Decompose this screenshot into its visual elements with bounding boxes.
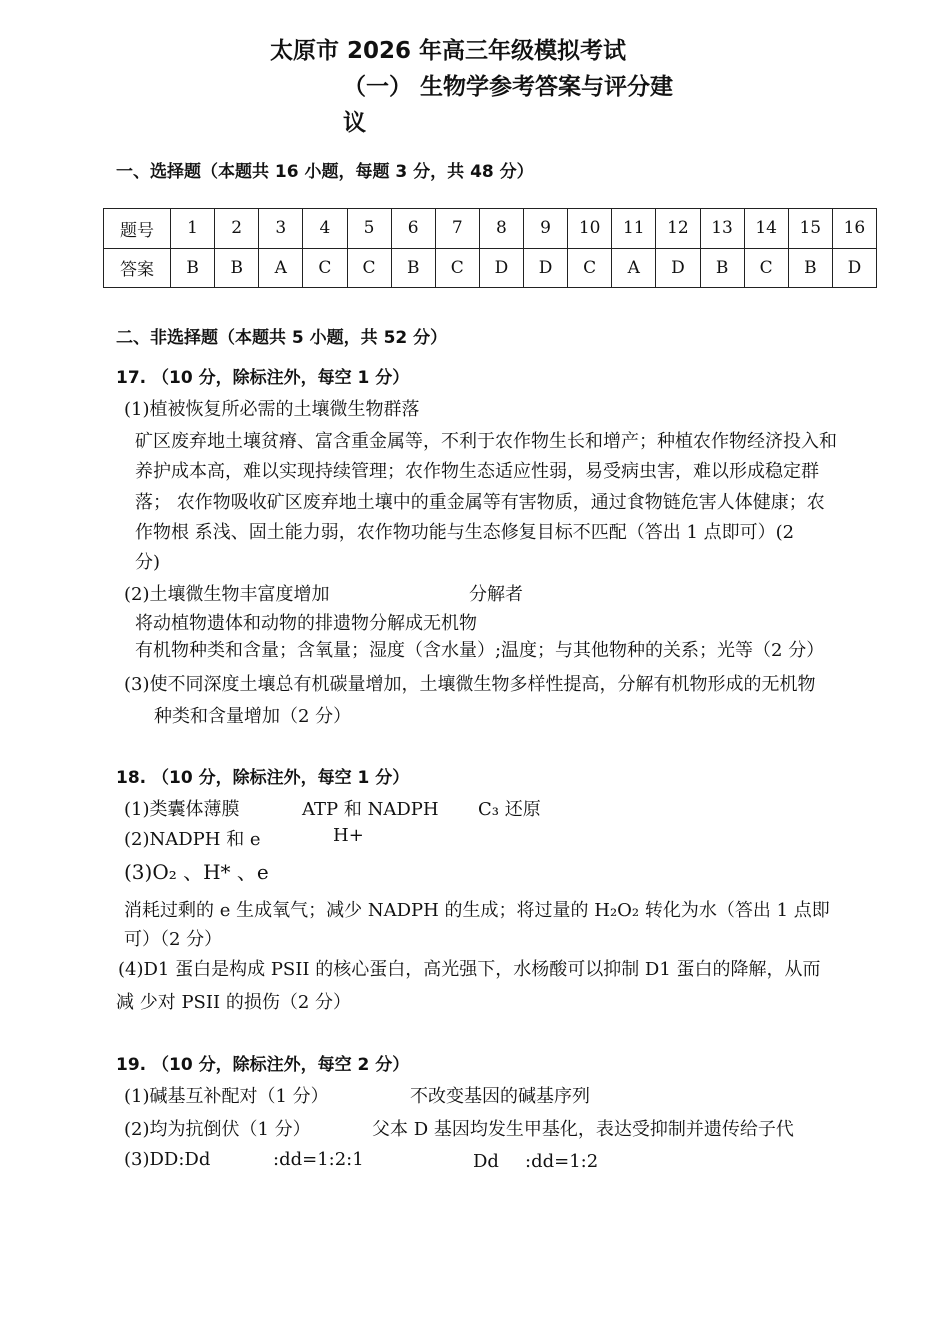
answer-cell: C: [303, 248, 347, 288]
q17-part1-line: 矿区废弃地土壤贫瘠、富含重金属等，不利于农作物生长和增产；种植农作物经济投入和: [135, 431, 837, 452]
answer-row: [104, 248, 877, 288]
answer-cell: B: [391, 248, 435, 288]
q18-part3-answer: (3)O₂ 、H* 、e: [124, 860, 269, 884]
q18-part4-line: (4)D1 蛋白是构成 PSII 的核心蛋白，高光强下，水杨酸可以抑制 D1 蛋白的降解，从而: [118, 959, 821, 980]
q18-part2-answer: (2)NADPH 和 e: [124, 829, 261, 850]
answer-cell: D: [524, 248, 568, 288]
q18-part1-answer: (1)类囊体薄膜: [124, 799, 240, 820]
answer-cell: A: [259, 248, 303, 288]
q17-part1-line: 养护成本高，难以实现持续管理；农作物生态适应性弱，易受病虫害，难以形成稳定群: [135, 461, 819, 482]
row-label: 答案: [104, 248, 171, 288]
q19-part2-answer: 父本 D 基因均发生甲基化，表达受抑制并遗传给子代: [372, 1119, 794, 1140]
row-label: 题号: [104, 209, 171, 249]
q18-part1-answer: ATP 和 NADPH: [302, 799, 439, 820]
q18-heading: 18. （10 分，除标注外，每空 1 分）: [116, 768, 410, 788]
q19-part1-answer: (1)碱基互补配对（1 分）: [124, 1086, 329, 1107]
title-line-2: （一） 生物学参考答案与评分建: [343, 74, 674, 100]
q17-part1-line: 落； 农作物吸收矿区废弃地土壤中的重金属等有害物质，通过食物链危害人体健康；农: [135, 492, 825, 513]
answer-cell: B: [700, 248, 744, 288]
question-number: 9: [524, 209, 568, 249]
question-number: 10: [568, 209, 612, 249]
q18-part1-answer: C₃ 还原: [478, 799, 541, 820]
q17-part2-line: 有机物种类和含量；含氧量；湿度（含水量）;温度；与其他物种的关系；光等（2 分）: [135, 640, 825, 661]
answer-cell: D: [656, 248, 700, 288]
answer-table: [103, 208, 877, 288]
question-number: 14: [744, 209, 788, 249]
answer-cell: C: [347, 248, 391, 288]
q17-part1-title: (1)植被恢复所必需的土壤微生物群落: [124, 399, 420, 420]
question-number: 8: [479, 209, 523, 249]
q18-part2-answer: H+: [333, 825, 364, 846]
section-1-heading: 一、选择题（本题共 16 小题，每题 3 分，共 48 分）: [116, 162, 534, 182]
q17-part2-line: 将动植物遗体和动物的排遗物分解成无机物: [135, 613, 477, 634]
question-number: 6: [391, 209, 435, 249]
section-2-heading: 二、非选择题（本题共 5 小题，共 52 分）: [116, 328, 448, 348]
question-number: 15: [788, 209, 832, 249]
q19-part2-answer: (2)均为抗倒伏（1 分）: [124, 1119, 311, 1140]
q17-part3-line: (3)使不同深度土壤总有机碳量增加，土壤微生物多样性提高，分解有机物形成的无机物: [124, 674, 816, 695]
q18-part3-line: 可）（2 分）: [124, 929, 223, 950]
number-row: [104, 209, 877, 249]
answer-cell: C: [435, 248, 479, 288]
q18-part4-line: 减 少对 PSII 的损伤（2 分）: [116, 992, 352, 1013]
question-number: 4: [303, 209, 347, 249]
answer-cell: B: [171, 248, 215, 288]
question-number: 5: [347, 209, 391, 249]
answer-cell: D: [479, 248, 523, 288]
answer-cell: A: [612, 248, 656, 288]
q17-part1-line: 分): [135, 552, 161, 573]
title-line-3: 议: [343, 110, 366, 136]
question-number: 16: [832, 209, 876, 249]
answer-cell: C: [744, 248, 788, 288]
answer-cell: B: [788, 248, 832, 288]
question-number: 7: [435, 209, 479, 249]
q19-part3-answer: :dd=1:2: [525, 1151, 599, 1172]
question-number: 12: [656, 209, 700, 249]
q19-part1-answer: 不改变基因的碱基序列: [410, 1086, 590, 1107]
q19-part3-answer: (3)DD:Dd: [124, 1149, 211, 1170]
question-number: 2: [215, 209, 259, 249]
q19-part3-answer: Dd: [473, 1151, 499, 1172]
q17-part1-line: 作物根 系浅、固土能力弱，农作物功能与生态修复目标不匹配（答出 1 点即可）(2: [135, 522, 795, 543]
answer-cell: C: [568, 248, 612, 288]
q18-part3-line: 消耗过剩的 e 生成氧气；减少 NADPH 的生成；将过量的 H₂O₂ 转化为水（答出 1 点即: [124, 900, 830, 921]
answer-cell: D: [832, 248, 876, 288]
question-number: 11: [612, 209, 656, 249]
answer-cell: B: [215, 248, 259, 288]
q19-heading: 19. （10 分，除标注外，每空 2 分）: [116, 1055, 410, 1075]
question-number: 13: [700, 209, 744, 249]
q17-part2-answer: 分解者: [469, 584, 523, 605]
question-number: 3: [259, 209, 303, 249]
q17-heading: 17. （10 分，除标注外，每空 1 分）: [116, 368, 410, 388]
q19-part3-answer: :dd=1:2:1: [273, 1149, 364, 1170]
title-line-1: 太原市 2026 年高三年级模拟考试: [270, 38, 627, 64]
question-number: 1: [171, 209, 215, 249]
q17-part3-line: 种类和含量增加（2 分）: [154, 706, 352, 727]
q17-part2-answer: (2)土壤微生物丰富度增加: [124, 584, 330, 605]
